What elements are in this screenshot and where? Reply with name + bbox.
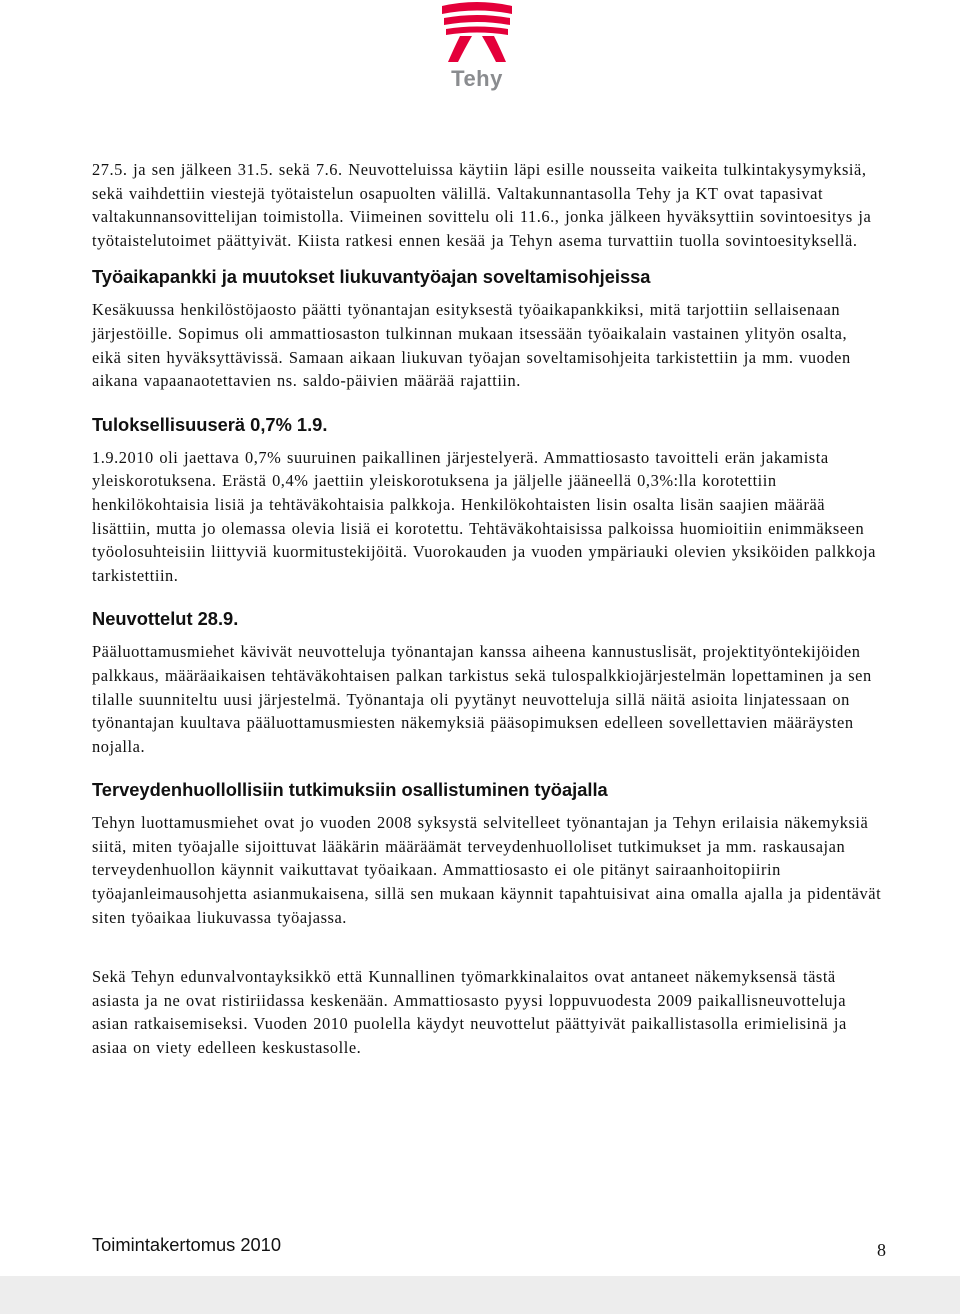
tuloksellisuus-paragraph: 1.9.2010 oli jaettava 0,7% suuruinen paikallinen järjestelyerä. Ammattiosasto tavoitteli erän jakamista yleiskorotuksena. Erästä 0,4% jaettiin yleiskorotuksena ja jäljelle jääneellä 0,3%:lla korotettiin henkilökohtaisia lisiä ja tehtäväkohtaisia palkkoja. Henkilökohtaisten lisin osalta lisän saajien määrää lisättiin, mutta jo olemassa olevia lisiä ei korotettu. Tehtäväkohtaisissa palkoissa huomioitiin enimmäkseen työolosuhteisiin liittyviä kuormitustekijöitä. Vuorokauden ja vuoden ympäriauki olevien yksiköiden palkkoja tarkistettiin. [92, 447, 876, 585]
terveydenhuolto-paragraph-2: Sekä Tehyn edunvalvontayksikkö että Kunnallinen työmarkkinalaitos ovat antaneet näkemyksensä tästä asiasta ja ne ovat ristiriidassa keskenään. Ammattiosasto pyysi loppuvuodesta 2009 paikallisneuvotteluja asian ratkaisemiseksi. Vuoden 2010 puolella käydyt neuvottelut päättyivät paikallistasolla erimielisinä ja asiaa on viety edelleen keskustasolle. [92, 967, 847, 1058]
terveydenhuolto-paragraph-1: Tehyn luottamusmiehet ovat jo vuoden 2008 syksystä selvitelleet työnantajan ja Tehyn erilaisia näkemyksiä siitä, miten työajalle sijoittuvat lääkärin määräämät terveydenhuolloliset tutkimukset ja mm. raskausajan terveydenhuollon käynnit vaikuttavat työaikaan. Ammattiosasto ei ole pitänyt sairaanhoitopiirin työajanleimausohjetta asianmukaisena, sillä sen mukaan käynnit tapahtuisivat aina omalla ajalla ja pidentävät siten työaikaa liukuvassa työajassa. [92, 813, 882, 927]
tyoaikapankki-paragraph: Kesäkuussa henkilöstöjaosto päätti työnantajan esityksestä työaikapankkiksi, mitä tarjottiin sellaisenaan järjestöille. Sopimus oli ammattiosaston tulkinnan mukaan itsessään työaikalain vastainen ylityön osalta, eikä siten hyväksyttävissä. Samaan aikaan liukuvan työajan soveltamisohjeita tarkistettiin ja mm. vuoden aikana vapaanaotettavien ns. saldo-päivien määrää rajattiin. [92, 300, 851, 391]
heading-tyoaikapankki: Työaikapankki ja muutokset liukuvantyöajan soveltamisohjeissa [92, 266, 651, 288]
page-number: 8 [877, 1240, 886, 1260]
neuvottelut-paragraph: Pääluottamusmiehet kävivät neuvotteluja työnantajan kanssa aiheena kannustuslisät, projektityöntekijöiden palkkaus, määräaikaisen tehtäväkohtaisen palkan tarkistus sekä tulospalkkiojärjestelmän lopettaminen ja sen tilalle suunniteltu uusi järjestelmä. Työnantaja oli pyytänyt neuvotteluja sillä näitä asioita linjatessaan on työnantajan kuultava pääluottamusmiesten näkemyksiä pääsopimuksen edelleen sovellettavien määräysten nojalla. [92, 642, 872, 756]
tehy-logo [432, 0, 522, 95]
footer-title: Toimintakertomus 2010 [92, 1234, 281, 1255]
tehy-logo-mark [432, 0, 522, 66]
heading-tuloksellisuus: Tuloksellisuuserä 0,7% 1.9. [92, 413, 328, 435]
logo-wordmark: Tehy [451, 66, 503, 91]
heading-neuvottelut: Neuvottelut 28.9. [92, 608, 239, 630]
document-body [92, 158, 882, 1060]
intro-paragraph: 27.5. ja sen jälkeen 31.5. sekä 7.6. Neuvotteluissa käytiin läpi esille nousseita vaikeita tulkintakysymyksiä, sekä vaihdettiin viestejä työtaistelun osapuolten välillä. Valtakunnantasolla Tehy ja KT ovat tapasivat valtakunnansovittelijan toimistolla. Viimeinen sovittelu oli 11.6., jonka jälkeen hyväksyttiin sovintoesitys ja työtaistelutoimet päättyivät. Kiista ratkesi ennen kesää ja Tehyn asema turvattiin tuolla sovintoesityksellä. [92, 160, 872, 250]
footer-band [0, 1276, 960, 1314]
heading-terveydenhuolto: Terveydenhuollollisiin tutkimuksiin osallistuminen työajalla [92, 779, 608, 801]
